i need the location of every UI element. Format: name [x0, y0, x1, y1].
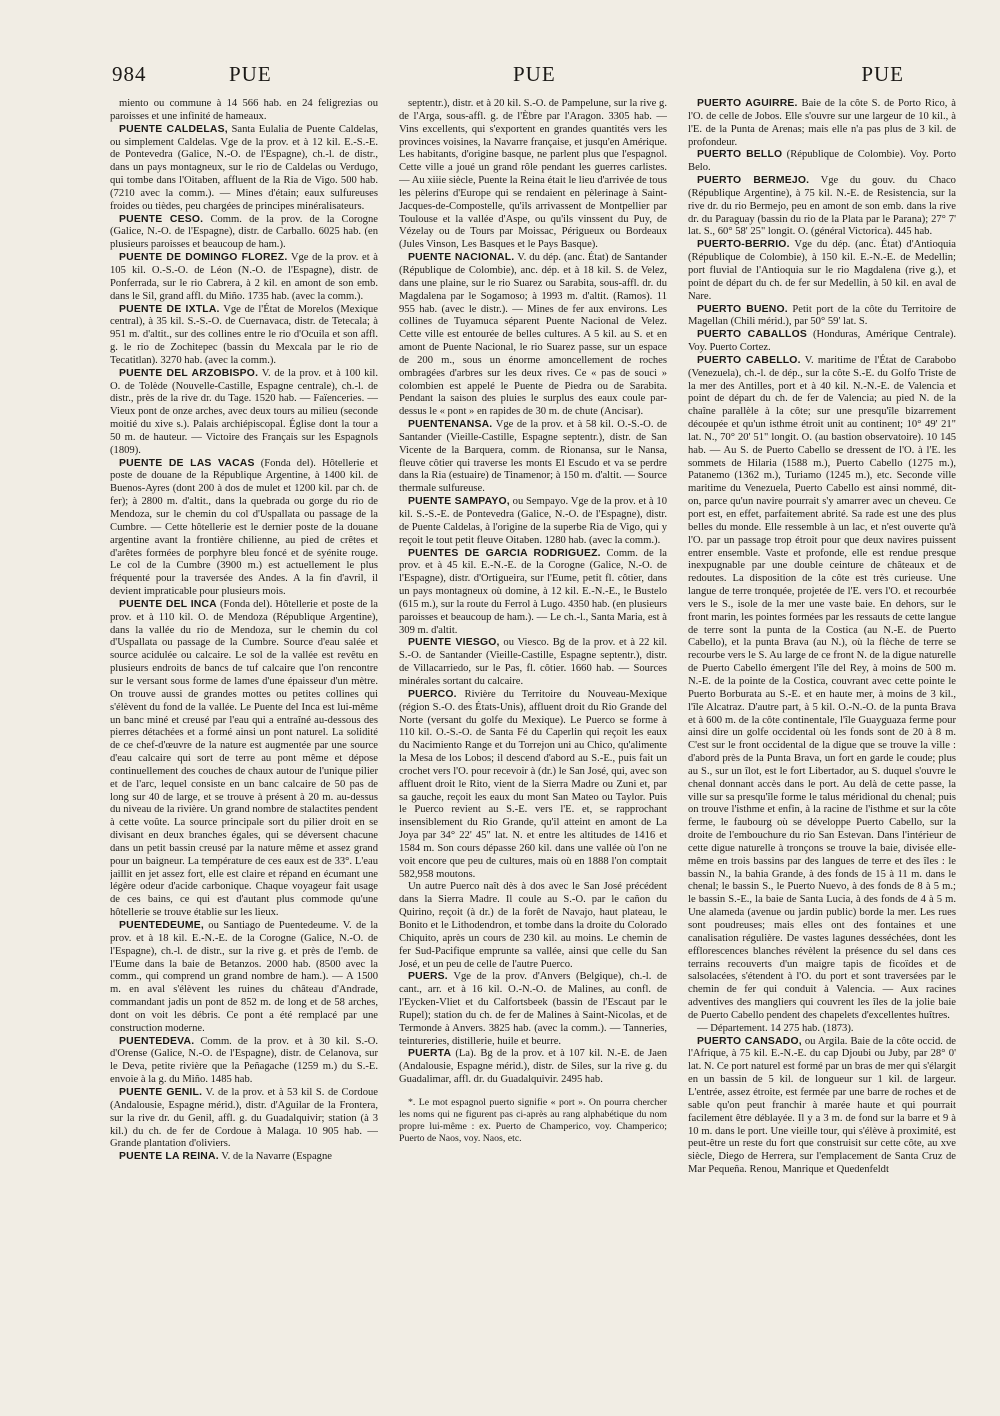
dictionary-entry [110, 1087, 378, 1151]
dictionary-entry [110, 1036, 378, 1087]
dictionary-entry [110, 1151, 378, 1164]
dictionary-entry [688, 1036, 956, 1177]
dictionary-entry [399, 637, 667, 688]
entry-text: Un autre Puerco naît dès à dos avec le San José précédent dans la Sierra Madre. Il coule au S.-O. par le cañon du Quirino, reçoit (à dr.) de la forêt de Navajo, haut plateau, le Bonito et le Lithodendron, et tombe dans la droite du Colorado Chiquito, après un cours de 230 kil. au moins. Le chemin de fer Sud-Pacifique emprunte sa vallée, ainsi que celle du San José, et un peu de celle de l'autre Puerco. [399, 881, 667, 970]
entry-headword: PUENTENANSA. [408, 419, 493, 431]
entry-headword: PUENTE NACIONAL. [408, 252, 515, 264]
entry-headword: PUENTE DEL INCA [119, 598, 217, 610]
guide-word-right: PUE [861, 62, 904, 86]
dictionary-entry [688, 329, 956, 355]
entry-headword: PUENTE LA REINA. [119, 1151, 219, 1163]
dictionary-entry [110, 458, 378, 599]
entry-headword: PUERTO CANSADO, [697, 1035, 802, 1047]
entry-text: (Honduras, Amérique Centrale). Voy. Puerto Cortez. [688, 329, 956, 354]
column-right [688, 98, 956, 1360]
text-columns [110, 98, 956, 1360]
entry-text: (Fonda del). Hôtellerie et poste de la prov. et à 110 kil. O. de Mendoza (République Argentine), dans la vallée du rio de Mendoza, sur le chemin du col d'Uspallata ou passage de la Cumbre. Source d'eau salée et source acidulée ou calcaire. Le sol de la vallée est revêtu en plusieurs endroits de bancs de tuf calcaire que l'on rencontre sur le versant sous forme de lames d'une épaisseur d'un mètre. On trouve aussi de grandes mottes ou petites collines qui s'élèvent du fond de la vallée. Le Puente del Inca est lui-même un banc miné et creusé par l'eau qui a entraîné au-dessous des pierres détachées et a formé ainsi un pont naturel. La solidité de ce chef-d'œuvre de la nature est augmentée par une source d'eau calcaire qui sort de terre au pont même et dépose continuellement des couches de chaux autour de l'unique pilier et de l'arc, lequel consiste en un banc calcaire de 50 pas de long sur 40 de large, et se trouve à présent à 20 m. au-dessus du niveau de la rivière. Un grand nombre de stalactites pendent à cette voûte. La source principale sort du pilier droit en se divisant en deux branches égales, qui se déversent chacune dans un petit bassin creusé par la nature même et assez grand pour un baigneur. La température de ces eaux est de 33°. L'eau jaillit en jet assez fort, elle est claire et répand en écumant une légère odeur d'acide carbonique. Chaque voyageur fait usage de ces bains, ce qui est d'autant plus commode qu'une hôtellerie se trouve établie sur les lieux. [110, 598, 378, 919]
entry-text: (République de Colombie). Voy. Porto Belo. [688, 149, 956, 174]
entry-headword: PUERTA [408, 1048, 452, 1060]
entry-headword: PUERTO CABELLO. [697, 354, 801, 366]
entry-headword: PUENTE GENIL. [119, 1086, 203, 1098]
entry-headword: PUERCO. [408, 688, 457, 700]
dictionary-entry [399, 419, 667, 496]
footnote: *. Le mot espagnol puerto signifie « port ». On pourra chercher les noms qui ne figurent pas ci-après au rang alphabétique du nom propre lui-même : ex. Puerto de Champerico, voy. Champerico; Puerto de Naos, voy. Naos, etc. [399, 1096, 667, 1144]
running-header [112, 62, 954, 92]
entry-text: Baie de la côte S. de Porto Rico, à l'O. de celle de Jobos. Elle s'ouvre sur une largeur de 10 kil., à l'E. de la Punta de Arenas; mais elle n'a pas plus de 3 kil. de profondeur. [688, 98, 956, 148]
entry-headword: PUENTE SAMPAYO, [408, 496, 510, 508]
dictionary-entry [110, 920, 378, 1036]
entry-text: (La). Bg de la prov. et à 107 kil. N.-E. de Jaen (Andalousie, Espagne mérid.), distr. de Siles, sur la rive g. du Guadalimar, affl. dr. du Guadalquivir. 2495 hab. [399, 1048, 667, 1086]
dictionary-entry [688, 239, 956, 303]
column-left [110, 98, 378, 1360]
entry-text: ou Argila. Baie de la côte occid. de l'Afrique, à 75 kil. E.-N.-E. du cap Djoubi ou Juby, par 28° 0' lat. N. Ce port naturel est formé par un bras de mer qui s'élargit en un bassin de 5 kil. de longueur sur 1 kil. de largeur. L'entrée, assez étroite, est fermée par une barre de roches et de sable qu'on peut franchir à marée haute et qui pourrait facilement être déblayée. Il y a 3 m. de fond sur la barre et 9 à 10 m. dans le port. Une vieille tour, qui s'élève à proximité, est peut-être un reste du fort que construisit sur cette côte, au xve siècle, Diego de Herrera, sur l'emplacement de Santa Cruz de Mar Pequeña. Renou, Manrique et Quedenfeldt [688, 1035, 956, 1176]
dictionary-entry [399, 252, 667, 419]
entry-text: Comm. de la prov. et à 30 kil. S.-O. d'Orense (Galice, N.-O. de l'Espagne), distr. de Celanova, sur le Deva, petite rivière que la Peñagache (1259 m.) du S.-E. envoie à la g. du Miño. 1485 hab. [110, 1035, 378, 1086]
dictionary-entry [688, 149, 956, 175]
dictionary-entry [110, 252, 378, 303]
dictionary-entry [688, 304, 956, 330]
entry-headword: PUENTEDEUME, [119, 920, 204, 931]
dictionary-entry [688, 175, 956, 239]
entry-text: Vge de la prov. et à 58 kil. O.-S.-O. de Santander (Vieille-Castille, Espagne septentr.), distr. de San Vicente de la Barquera, comm. de Rionansa, sur le Nansa, fleuve côtier qui traverse les monts El Escudo et va se perdre dans la Ria (estuaire) de Tinamenor; à 150 m. d'altit. — Source thermale sulfureuse. [399, 419, 667, 495]
entry-text: V. maritime de l'État de Carabobo (Venezuela), ch.-l. de dép., sur la côte S.-E. du Golfo Triste de la mer des Antilles, port et à 40 kil. N.-N.-E. de Valencia et point de départ du ch. de fer de Valencia; au pied N. de la chaîne parallèle à la côte; sur une presqu'île bizarrement découpée et qu'un isthme étroit unit au continent; 10° 49' 21" lat. N., 70° 20' 51" longit. O. (au bastion observatoire). 10 145 hab. — Au S. de Puerto Cabello se dressent de l'O. à l'E. les sommets de Hilaria (1588 m.), Puerto Cabello (1275 m.), Patanemo (1362 m.), Turiamo (1245 m.), etc. Seconde ville maritime du Venezuela, Puerto Cabello est ainsi nommé, dit-on, parce qu'un navire pourrait s'y amarrer avec un cheveu. Ce port est, en effet, parfaitement abrité. Sa rade est une des plus belles du monde. Elle ressemble à un lac, et n'est ouverte qu'à l'O. par un passage trop étroit pour que deux navires puissent entrer ensemble. Vaste et profonde, elle est rendue presque inexpugnable par une double ceinture de châteaux et de redoutes. La disposition de la côte est très curieuse. Une langue de terre tronquée, projetée de l'E. vers l'O. et recourbée vers le S., isole de la mer une vaste baie. En dehors, sur le front marin, les pointes formées par les ressauts de cette langue de terre sont la punta de la Costica (au N.-E. de Puerto Cabello), et la punta Brava (au N.), où la flèche de terre se recourbe vers le S. Au large de ce front N. de la digue naturelle de Puerto Cabello émergent l'île del Rey, à moins de 500 m. N.-E. de la pointe de la Costica, couvrant avec cette pointe le Puerto Borburata au S.-E. et en haute mer, à moins de 3 kil., l'île Alcatraz. D'autre part, à 5 kil. O.-N.-O. de la punta Brava et à 600 m. de la côte continentale, l'île Guayguaza ferme pour ainsi dire un golfe occidental où les fonds sont de 20 à 8 m. C'est sur le front occidental de la digue que se trouve la ville : d'abord près de la Punta Brava, un fort en garde le coude; plus au S., sur un îlot, est le fort Libertador, au S. duquel s'ouvre le chenal donnant accès dans le port. Au delà de cette passe, la ville sur sa presqu'île forme le talus méridional du chenal; puis on trouve l'isthme et enfin, à la racine de l'isthme et sur la côte ferme, le faubourg où se développe Puerto Cabello, sur la droite de l'embouchure du rio San Estevan. Dans l'intérieur de cette digue naturelle à tronçons se trouve la baie, divisée elle-même en trois bassins par des langues de terre et des îles : le bassin N., la bahia Grande, à des fonds de 15 à 11 m. dans le chenal; le bassin S., le Puerto Nuevo, à des fonds de 8 à 5 m.; le bassin S.-E., la baie de Santa Lucia, à des fonds de 4 à 5 m. Une alameda (avenue ou jardin public) borde la mer. Les rues sont poudreuses; mais elles ont des fontaines et une canalisation régulière. De vastes lagunes desséchées, dont les efflorescences blanches révèlent la présence du sel dans ces terrains recouverts d'un maigre tapis de ficoïdes et de salsolacées, s'étendent à l'O. du port et sont traversées par le chemin de fer qui conduit à Valencia. — Aux racines adventives des mangliers qui couvrent les îles de la jolie baie de Puerto Cabello pendent des chapelets d'excellentes huîtres. [688, 354, 956, 1021]
entry-headword: PUENTE DEL ARZOBISPO. [119, 367, 259, 379]
guide-word-center: PUE [513, 62, 556, 86]
dictionary-entry [110, 214, 378, 253]
entry-headword: PUERS. [408, 971, 448, 983]
entry-text: — Département. 14 275 hab. (1873). [697, 1022, 854, 1034]
dictionary-entry [399, 548, 667, 638]
dictionary-entry [110, 98, 378, 124]
entry-headword: PUERTO BERMEJO. [697, 175, 810, 187]
dictionary-entry [110, 304, 378, 368]
entry-text: Comm. de la prov. et à 45 kil. E.-N.-E. de la Corogne (Galice, N.-O. de l'Espagne), distr. d'Ortigueira, sur l'Eume, petit fl. côtier, dans un pays montagneux où domine, à 12 kil. E.-N.-E., le Bustelo (615 m.), sur la route du Ferrol à Lugo. 4350 hab. (en plusieurs paroisses et beaucoup de ham.). — Le ch.-l., Santa Maria, est à 309 m. d'altit. [399, 547, 667, 636]
entry-text: Santa Eulalia de Puente Caldelas, ou simplement Caldelas. Vge de la prov. et à 12 kil. E.-S.-E. de Pontevedra (Galice, N.-O. de l'Espagne), ch.-l. de distr., dans un pays montagneux, sur le rio de Caldelas ou Verdugo, qui tombe dans l'Oitaben, affluent de la Ria de Vigo. 500 hab. (7210 avec la comm.). — Mines d'étain; eaux sulfureuses froides ou tièdes, peu chargées de principes minéralisateurs. [110, 123, 378, 212]
entry-text: septentr.), distr. et à 20 kil. S.-O. de Pampelune, sur la rive g. de l'Arga, sous-affl. g. de l'Èbre par l'Aragon. 3305 hab. — Vins excellents, qui s'exportent en grandes quantités vers les provinces voisines, la Navarre française, et jusqu'en Amérique. Les habitants, d'origine basque, ne parlent plus que l'espagnol. Cette ville a joué un grand rôle pendant les guerres carlistes. — Au xiiie siècle, Puente la Reina était le lieu d'arrivée de tous les pèlerins d'Europe qui se rendaient en pèlerinage à Saint-Jacques-de-Compostelle, qu'ils arrivassent de Montpellier par Toulouse et la vallée d'Aspe, ou qu'ils vinssent du Puy, de Vézelay ou de Tours par Moissac, Périgueux ou Bordeaux (Jules Vinson, Les Basques et le Pays Basque). [399, 98, 667, 251]
dictionary-entry [399, 98, 667, 252]
dictionary-entry [110, 599, 378, 920]
entry-text: (Fonda del). Hôtellerie et poste de douane de la République Argentine, à 1400 kil. de Buenos-Ayres (dont 200 à dos de mulet et 1200 kil. par ch. de fer); à 2800 m. d'altit., dans la quebrada ou gorge du rio de Mendoza, sur le chemin du col d'Uspallata ou passage de la Cumbre. — Cette hôtellerie est le dernier poste de la douane argentine avant la frontière chilienne, au pied de crêtes et d'arêtes formées de porphyre bleu foncé et de syénite rouge. Le col de la Cumbre (3900 m.) est actuellement le plus fréquenté pour la traversée des Andes. A la fin d'avril, il devient impraticable pour plusieurs mois. [110, 457, 378, 598]
entry-text: ou Sempayo. Vge de la prov. et à 10 kil. S.-S.-E. de Pontevedra (Galice, N.-O. de l'Espagne), distr. de Puente Caldelas, à l'origine de la superbe Ria de Vigo, qui y reçoit le tout petit fleuve Oitaben. 1280 hab. (avec la comm.). [399, 496, 667, 546]
entry-text: Vge de l'État de Morelos (Mexique central), à 35 kil. S.-S.-O. de Cuernavaca, distr. de Tetecala; à 951 m. d'altit., sur des collines entre le rio d'Ocuila et son affl. g. le rio de Zochitepec (bassin du Mexcala par le rio de Tecatitlan). 3270 hab. (avec la comm.). [110, 303, 378, 366]
entry-text: V. de la Navarre (Espagne [221, 1151, 332, 1163]
dictionary-entry [399, 1048, 667, 1087]
entry-headword: PUENTE DE IXTLA. [119, 303, 220, 315]
entry-headword: PUENTE CALDELAS, [119, 123, 228, 135]
entry-headword: PUENTE DE LAS VACAS [119, 457, 255, 469]
dictionary-entry [688, 98, 956, 149]
dictionary-entry [399, 496, 667, 547]
dictionary-entry [399, 971, 667, 1048]
dictionary-entry [110, 124, 378, 214]
entry-headword: PUERTO-BERRIO. [697, 239, 790, 251]
entry-text: Comm. de la prov. de la Corogne (Galice, N.-O. de l'Espagne), distr. de Carballo. 6025 hab. (en plusieurs paroisses et beaucoup de ham.). [110, 213, 378, 251]
entry-text: miento ou commune à 14 566 hab. en 24 feligrezias ou paroisses et une infinité de hameaux. [110, 98, 378, 122]
dictionary-entry [688, 1023, 956, 1036]
entry-text: Petit port de la côte du Territoire de Magellan (Chili mérid.), par 50° 59' lat. S. [688, 303, 956, 328]
guide-word-left: PUE [229, 62, 272, 86]
dictionary-entry [399, 881, 667, 971]
entry-text: Rivière du Territoire du Nouveau-Mexique (région S.-O. des États-Unis), affluent droit du Rio Grande del Norte (versant du golfe du Mexique). Le Puerco se forme à 110 kil. O.-S.-O. de Santa Fé du Caperlin qui reçoit les eaux du Nacimiento Range et du Torrejon uni au Chico, qu'alimente la Mesa de los Lobos; il descend d'abord au S.-E., puis fait un crochet vers l'O. pour recevoir à (dr.) le San José, qui, avec son affluent droit le Rito, vient de la Sierra Madre ou Zuni et, par sa gauche, reçoit les eaux du mont San Mateo ou Taylor. Puis le Puerco revient au S.-E. vers l'E. et, se rapprochant insensiblement du Rio Grande, qu'il atteint en amont de La Joya par 34° 22' 45" lat. N. et entre les altitudes de 1416 et 1584 m. Son cours dépasse 260 kil. dans une vallée où l'on ne voit encore que peu de cultures, mais où en 1888 l'on comptait 582,958 moutons. [399, 688, 667, 880]
entry-headword: PUERTO CABALLOS [697, 329, 807, 341]
entry-text: V. du dép. (anc. État) de Santander (République de Colombie), anc. dép. et à 18 kil. S. de Velez, dans une plaine, sur le rio Suarez ou Sarabita, sous-affl. dr. du Magdalena par le Sogamoso; à 1993 m. d'altit. (Ramos). 11 955 hab. (avec le distr.). — Mines de fer aux environs. Les collines de Tuyamuca séparent Puente Nacional de Velez. Cette ville est entourée de belles cultures. A 5 kil. au S. et en amont de Puente Nacional, le rio Suarez passe, sur un espace de 200 m., sous un énorme amoncellement de roches ombragées d'arbres sur les deux rives. Ce « pas de souci » colombien est appelé le Puente de Piedra ou de Sarabita. Pendant la saison des pluies le surplus des eaux coule par-dessus le « pont » en rapides de 30 m. de chute (Ancisar). [399, 252, 667, 418]
entry-text: V. de la prov. et à 100 kil. O. de Tolède (Nouvelle-Castille, Espagne centrale), ch.-l. de distr., près de la rive dr. du Tage. 1520 hab. — Faïenceries. — Vieux pont de onze arches, avec deux tours au milieu (seconde moitié du xive s.). Palais archiépiscopal. Église dont la tour a 50 m. de hauteur. — Victoire des Français sur les Espagnols (1809). [110, 367, 378, 456]
page-number: 984 [112, 62, 147, 86]
entry-headword: PUENTE CESO. [119, 213, 204, 225]
dictionary-entry [688, 355, 956, 1023]
dictionary-entry [399, 689, 667, 882]
dictionary-entry [110, 368, 378, 458]
column-middle [399, 98, 667, 1360]
entry-text: ou Santiago de Puentedeume. V. de la prov. et à 18 kil. E.-N.-E. de la Corogne (Galice, N.-O. de l'Espagne), ch.-l. de distr., sur la rive g. et près de l'emb. de l'Eume dans la baie de Betanzos. 2000 hab. (8500 avec la comm., qui comprend un grand nombre de ham.). — A 1500 m. en aval s'élèvent les ruines du château d'Andrade, commandant jadis un pont de 852 m. de long et de 58 arches, dont on voit les débris. Ce pont a été remplacé par une construction moderne. [110, 920, 378, 1034]
entry-text: Vge de la prov. et à 105 kil. O.-S.-O. de Léon (N.-O. de l'Espagne), distr. de Ponferrada, sur le rio Cabrera, à 2 kil. en amont de son emb. dans le Sil, grand affl. du Miño. 1735 hab. (avec la comm.). [110, 252, 378, 302]
entry-text: Vge du dép. (anc. État) d'Antioquia (République de Colombie), à 150 kil. E.-N.-E. de Medellin; port fluvial de l'Antioquia sur le rio Magdalena (rive g.), et point de départ du ch. de fer sur Medellin, à 50 kil. en aval de Nare. [688, 239, 956, 302]
entry-headword: PUENTEDEVA. [119, 1035, 195, 1047]
entry-headword: PUERTO BUENO. [697, 303, 788, 315]
entry-headword: PUERTO AGUIRRE. [697, 98, 798, 109]
entry-text: V. de la prov. et à 53 kil S. de Cordoue (Andalousie, Espagne mérid.), distr. d'Aguilar de la Frontera, sur la rive dr. du Genil, affl. g. du Guadalquivir; station (à 3 kil.) du ch. de fer de Cordoue à Malaga. 10 905 hab. — Grande plantation d'oliviers. [110, 1086, 378, 1150]
entry-text: Vge de la prov. d'Anvers (Belgique), ch.-l. de cant., arr. et à 16 kil. O.-N.-O. de Malines, au confl. de l'Eycken-Vliet et du Calfortsbeek (bassin de l'Escaut par le Rupel); station du ch. de fer de Malines à Saint-Nicolas, et de Termonde à Anvers. 3825 hab. (avec la comm.). — Tanneries, teintureries, distillerie, huile et beurre. [399, 971, 667, 1047]
entry-headword: PUERTO BELLO [697, 149, 783, 161]
entry-headword: PUENTES DE GARCIA RODRIGUEZ. [408, 547, 601, 559]
entry-headword: PUENTE VIESGO, [408, 637, 500, 649]
entry-headword: PUENTE DE DOMINGO FLOREZ. [119, 252, 288, 264]
entry-text: Vge du gouv. du Chaco (République Argentine), à 75 kil. N.-E. de Resistencia, sur la rive dr. du rio Bermejo, peu en amont de son emb. dans la rive dr. du Paraguay (bassin du rio de la Plata par le Parana); 27° 7' lat. S., 60° 58' 25" longit. O. (général Victorica). 445 hab. [688, 175, 956, 238]
entry-text: ou Viesco. Bg de la prov. et à 22 kil. S.-O. de Santander (Vieille-Castille, Espagne septentr.), distr. de Villacarriedo, sur le Pas, fl. côtier. 1660 hab. — Sources minérales sortant du calcaire. [399, 637, 667, 687]
